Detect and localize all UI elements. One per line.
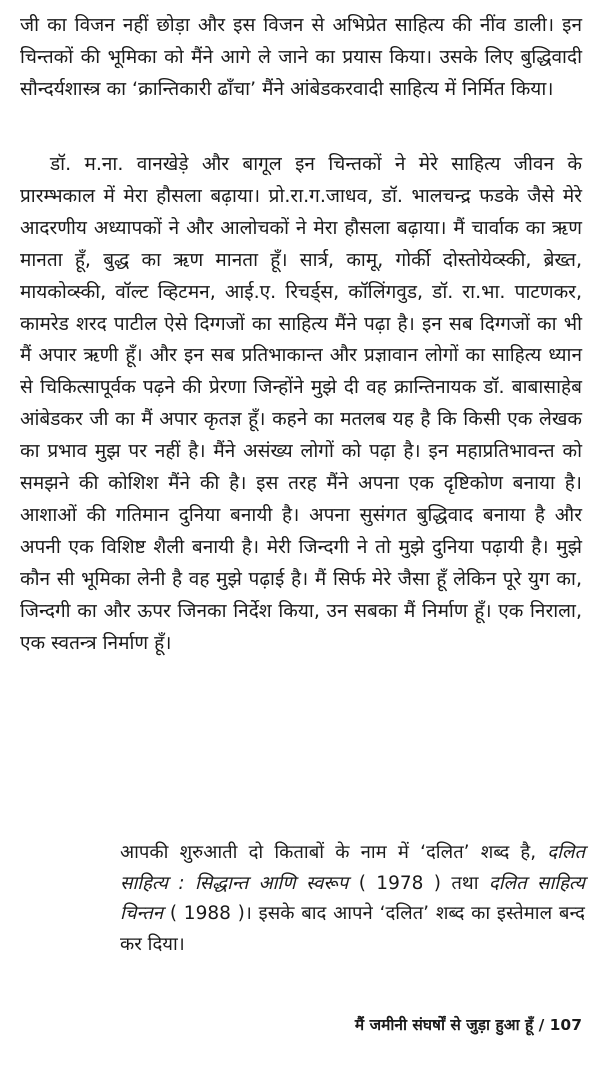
page-number: 107	[549, 1016, 582, 1034]
question-text-1: आपकी शुरुआती दो किताबों के नाम में ‘दलित’ शब्द है,	[120, 842, 548, 863]
book-title-1: दलित साहित्य : सिद्धान्त आणि स्वरूप	[120, 842, 585, 894]
running-title: मैं जमीनी संघर्षों से जुड़ा हुआ हूँ	[354, 1016, 534, 1034]
question-text-2: ( 1978 ) तथा	[348, 872, 489, 894]
body-paragraph-2: डॉ. म.ना. वानखेड़े और बागूल इन चिन्तकों ने मेरे साहित्य जीवन के प्रारम्भकाल में मेरा हौसला बढ़ाया। प्रो.रा.ग.जाधव, डॉ. भालचन्द्र फडके जैसे मेरे आदरणीय अध्यापकों ने और आलोचकों ने मेरा हौसला बढ़ाया। मैं चार्वाक का ऋण मानता हूँ, बुद्ध का ऋण मानता हूँ। सार्त्र, कामू, गोर्की दोस्तोयेव्स्की, ब्रेख्त, मायकोव्स्की, वॉल्ट व्हिटमन, आई.ए. रिचर्ड्स, कॉलिंगवुड, डॉ. रा.भा. पाटणकर, कामरेड शरद पाटील ऐसे दिग्गजों का साहित्य मैंने पढ़ा है। इन सब दिग्गजों का भी मैं अपार ऋणी हूँ। और इन सब प्रतिभाकान्त और प्रज्ञावान लोगों का साहित्य ध्यान से चिकित्सापूर्वक पढ़ने की प्रेरणा जिन्होंने मुझे दी वह क्रान्तिनायक डॉ. बाबासाहेब आंबेडकर जी का मैं अपार कृतज्ञ हूँ। कहने का मतलब यह है कि किसी एक लेखक का प्रभाव मुझ पर नहीं है। मैंने असंख्य लोगों को पढ़ा है। इन महाप्रतिभावन्त को समझने की कोशिश मैंने की है। इस तरह मैंने अपना एक दृष्टिकोण बनाया है। आशाओं की गतिमान दुनिया बनायी है। अपना सुसंगत बुद्धिवाद बनाया है और अपनी एक विशिष्ट शैली बनायी है। मेरी जिन्दगी ने तो मुझे दुनिया पढ़ायी है। मुझे कौन सी भूमिका लेनी है वह मुझे पढ़ाई है। मैं सिर्फ मेरे जैसा हूँ लेकिन पूरे युग का, जिन्दगी का और ऊपर जिनका निर्देश किया, उन सबका मैं निर्माण हूँ। एक निराला, एक स्वतन्त्र निर्माण हूँ।	[20, 153, 582, 654]
question-text-3: ( 1988 )। इसके बाद आपने ‘दलित’ शब्द का इस्तेमाल बन्द कर दिया।	[120, 903, 585, 955]
interview-question	[120, 838, 585, 960]
footer-separator: /	[533, 1016, 550, 1034]
book-title-2: दलित साहित्य चिन्तन	[120, 872, 585, 924]
page-footer	[355, 1013, 582, 1035]
body-paragraph-1: जी का विजन नहीं छोड़ा और इस विजन से अभिप्रेत साहित्य की नींव डाली। इन चिन्तकों की भूमिका को मैंने आगे ले जाने का प्रयास किया। उसके लिए बुद्धिवादी सौन्दर्यशास्त्र का ‘क्रान्तिकारी ढाँचा’ मैंने आंबेडकरवादी साहित्य में निर्मित किया।	[20, 14, 582, 100]
